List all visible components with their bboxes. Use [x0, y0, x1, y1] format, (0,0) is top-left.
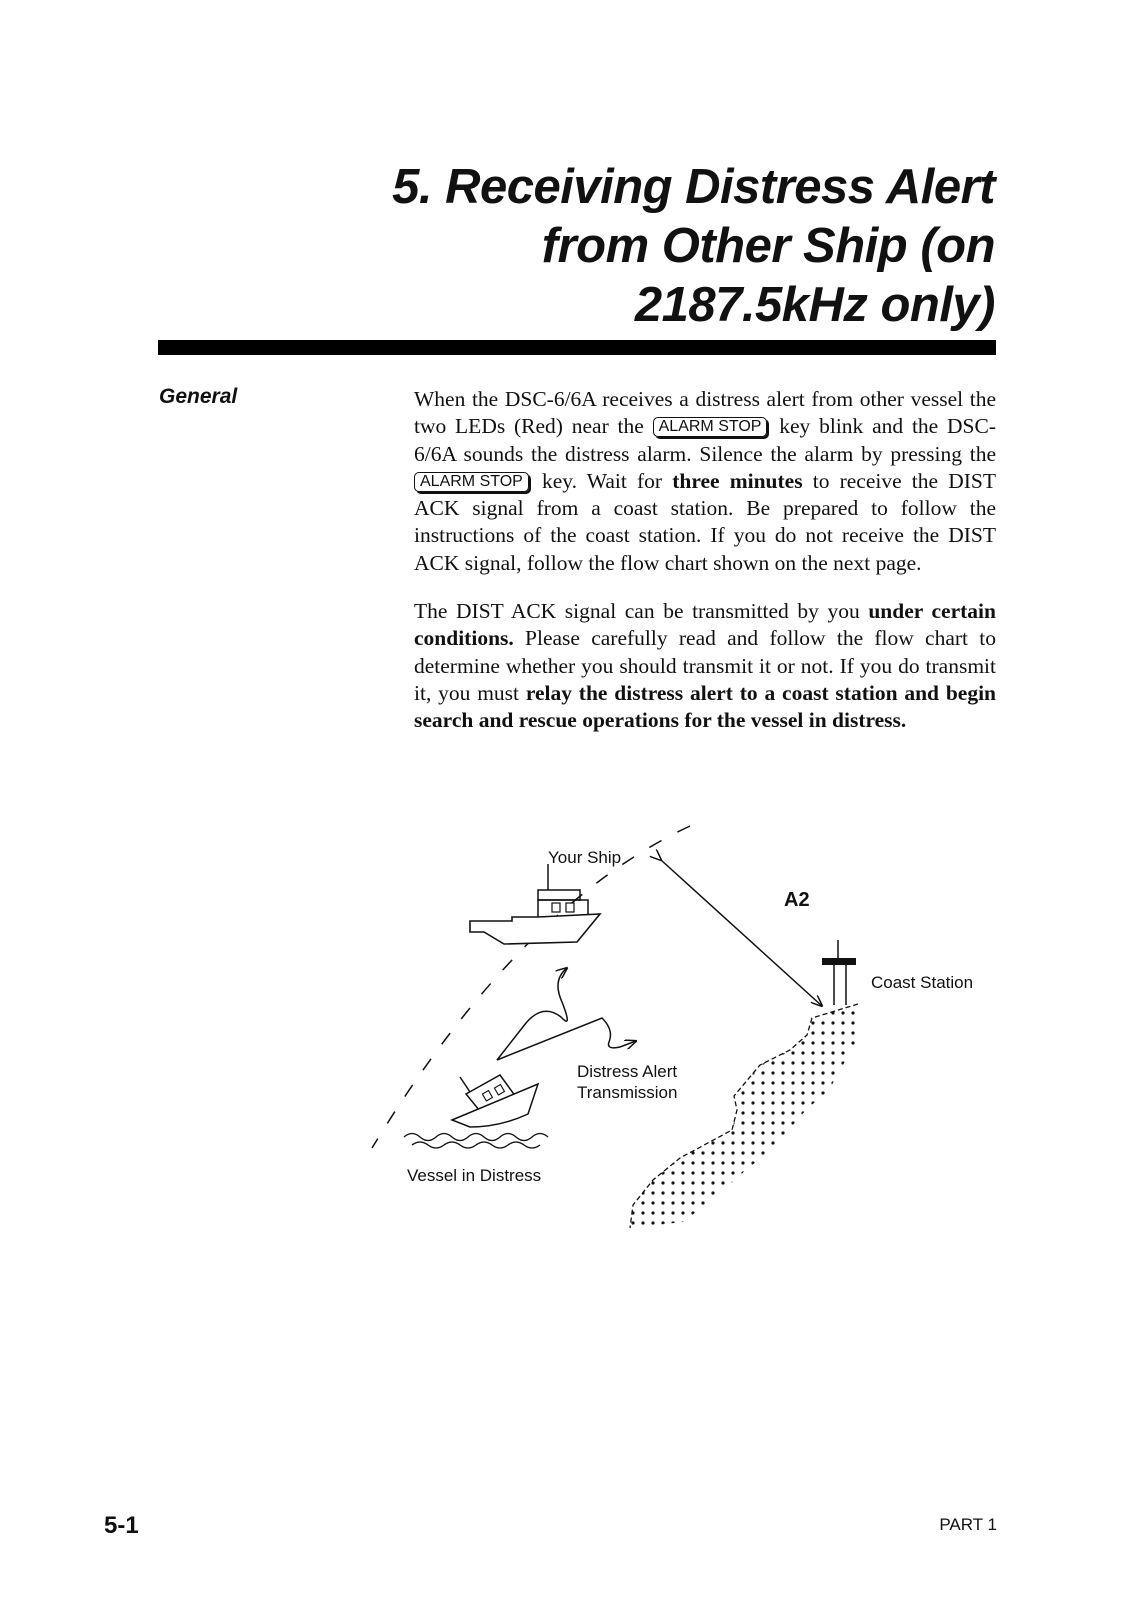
alert-transmission-arrow-2: [497, 1018, 636, 1060]
text-run: When the DSC-6/6A receives a distress alert from other vessel the two LEDs (Red) near the: [414, 387, 996, 439]
part-label: PART 1: [939, 1515, 997, 1534]
bold-text: under certain conditions.: [414, 599, 996, 651]
text-run: to receive the DIST ACK signal from a coast station. Be prepared to follow the instructions of the coast station. If you do not receive the DIST ACK signal, follow the flow chart shown on the next page.: [414, 468, 996, 575]
transmission-label: Transmission: [577, 1083, 678, 1102]
text-run: The DIST ACK signal can be transmitted by you: [414, 599, 869, 624]
your-ship-icon: [470, 864, 600, 944]
vessel-in-distress-label: Vessel in Distress: [407, 1166, 542, 1185]
alarm-stop-key-label: ALARM STOP: [653, 417, 768, 437]
a2-link-arrow: [661, 860, 822, 1006]
coastline-icon: [600, 1000, 870, 1240]
title-line-2: from Other Ship (on: [541, 219, 995, 273]
text-run: key blink and the DSC-6/6A sounds the distress alarm. Silence the alarm by pressing the: [414, 414, 996, 466]
text-run: Please carefully read and follow the flow chart to determine whether you should transmit it or not. If you do transmit it, you must: [414, 626, 996, 705]
text-run: key. Wait for: [531, 468, 673, 493]
title-line-3: 2187.5kHz only): [634, 278, 995, 332]
alarm-stop-key-label: ALARM STOP: [414, 472, 529, 492]
bold-text: three minutes: [672, 468, 803, 493]
title-line-1: 5. Receiving Distress Alert: [392, 160, 995, 214]
bold-text: relay the distress alert to a coast station and begin search and rescue operations for the vessel in distress.: [414, 680, 996, 733]
page-number: 5-1: [104, 1512, 139, 1539]
distress-alert-label: Distress Alert: [577, 1062, 678, 1081]
a2-label: A2: [784, 889, 810, 911]
vessel-in-distress-icon: [404, 1075, 548, 1148]
coast-station-icon: [822, 940, 856, 1005]
section-heading: General: [159, 385, 238, 408]
coast-station-label: Coast Station: [871, 973, 974, 992]
your-ship-label: Your Ship: [548, 848, 622, 867]
